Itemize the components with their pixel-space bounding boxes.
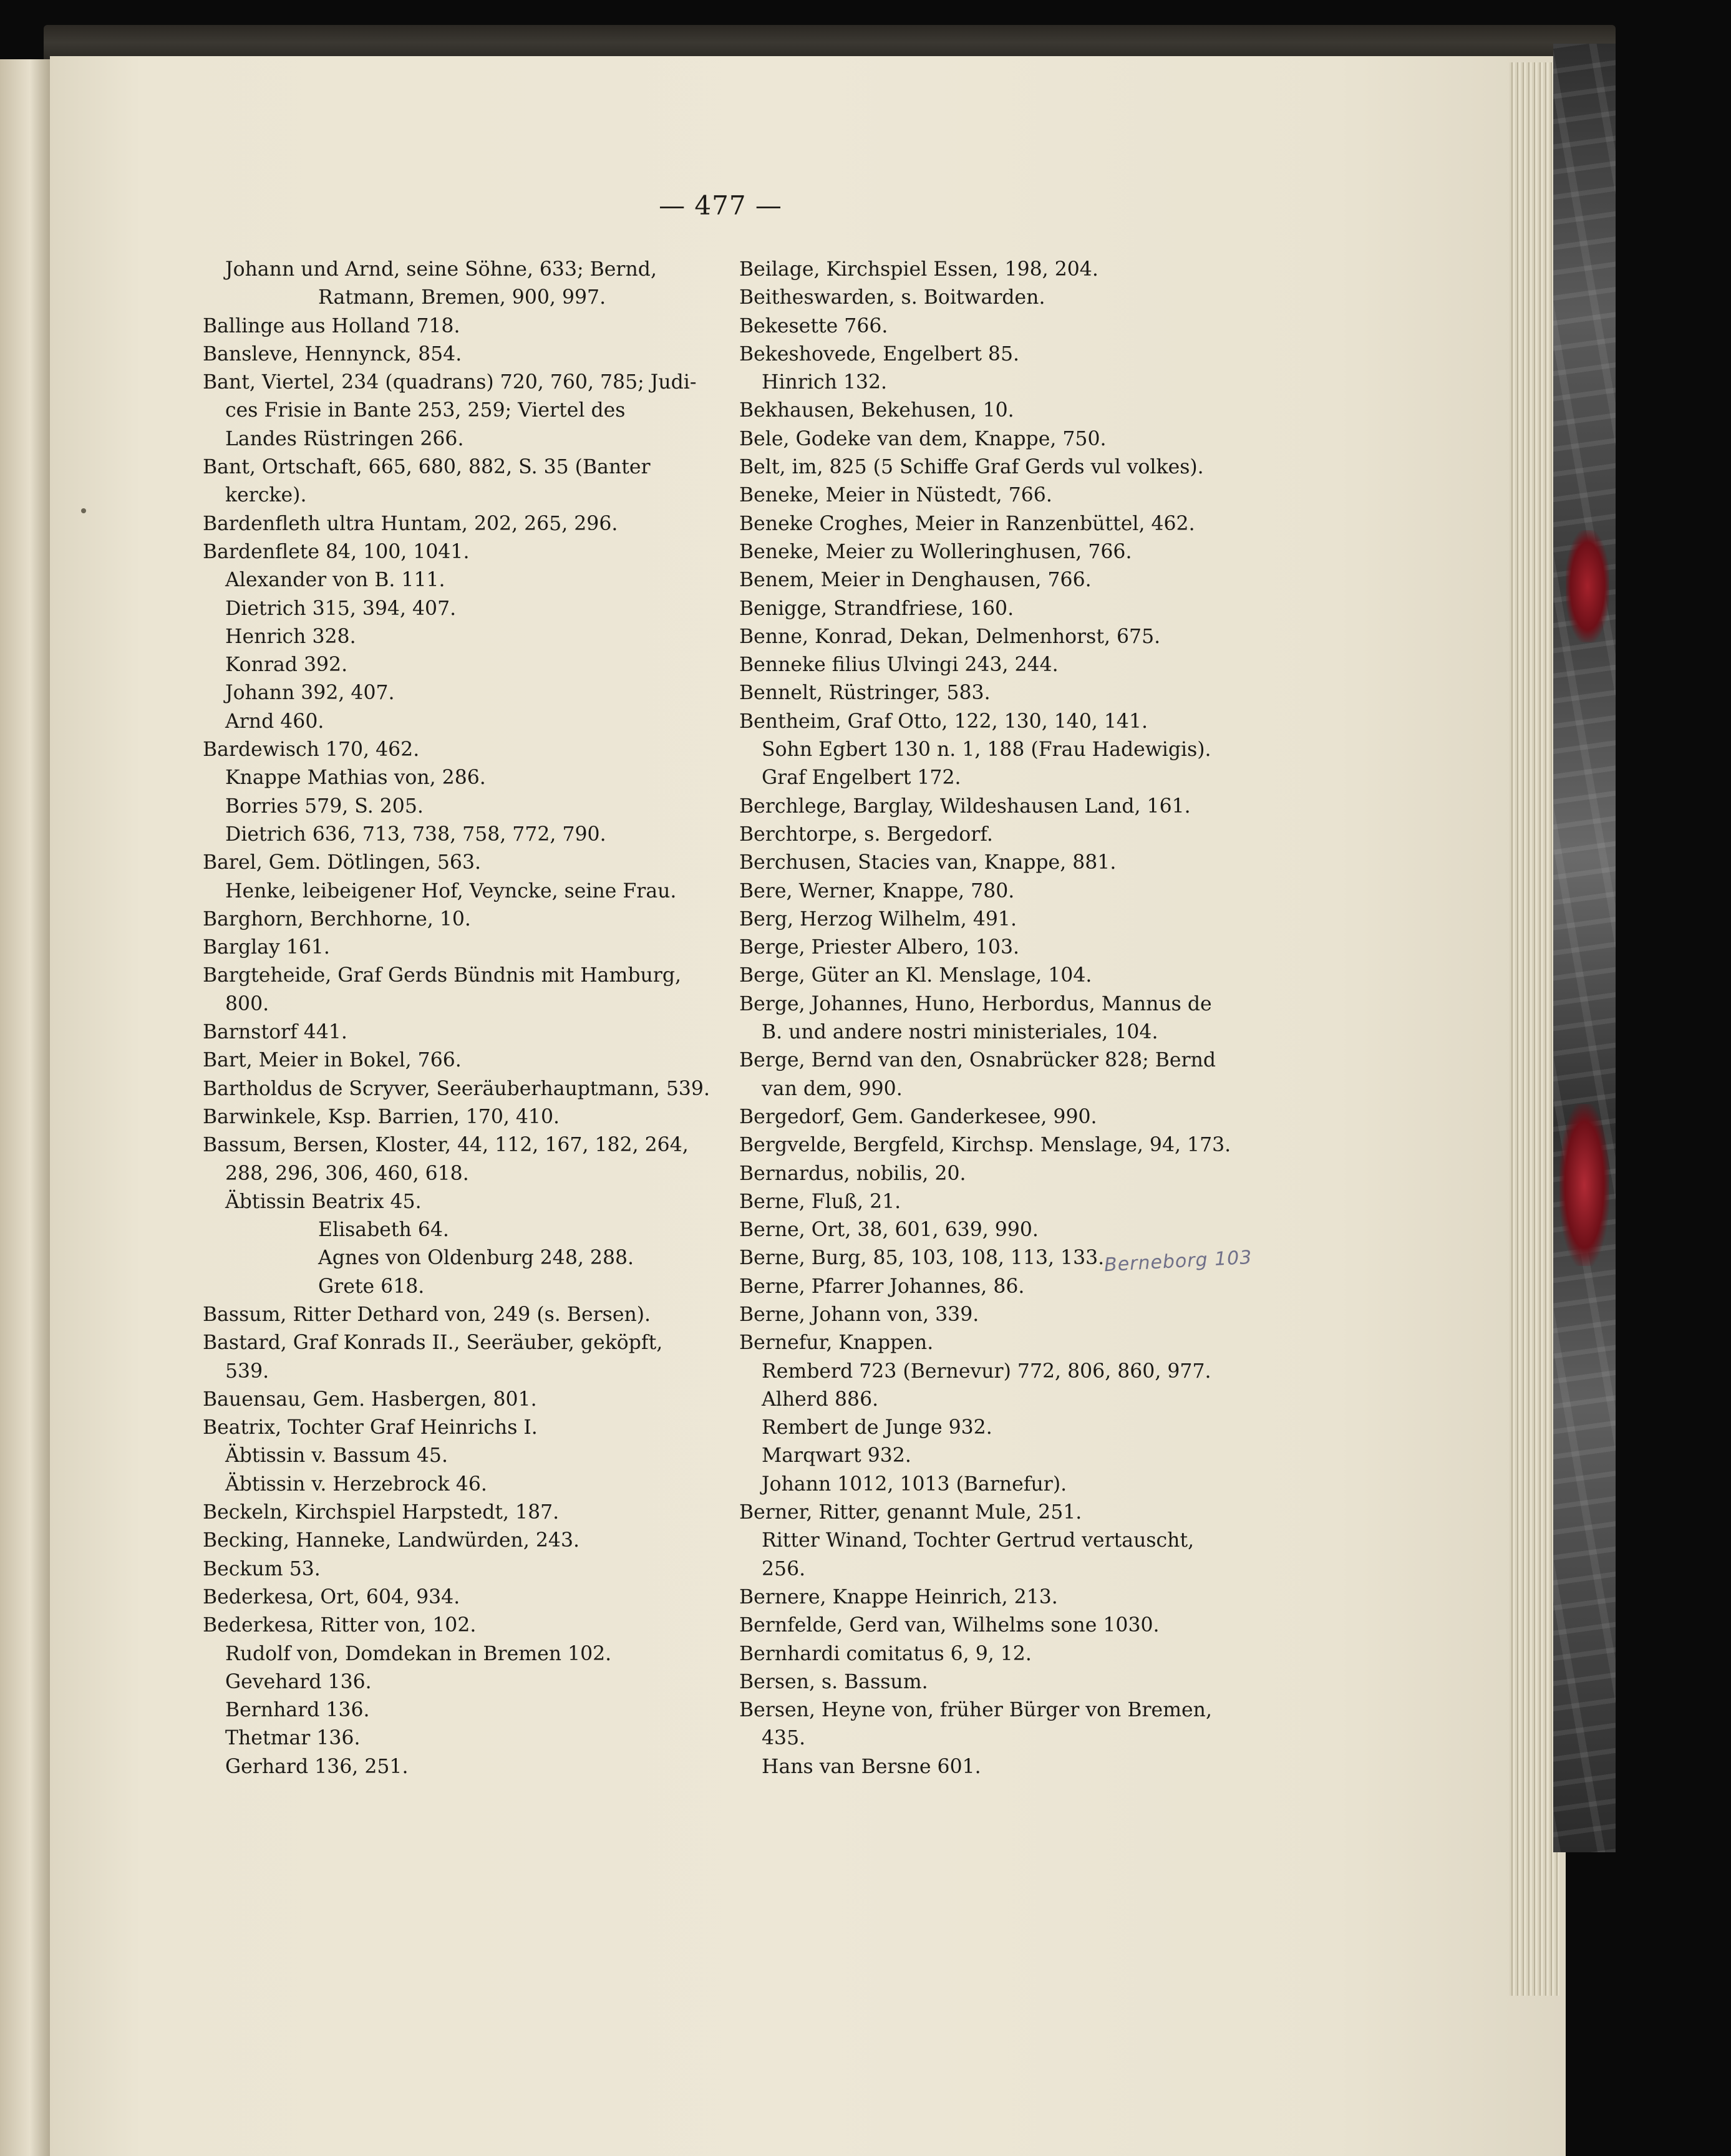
index-column-right — [739, 256, 1257, 1781]
index-column-left — [203, 256, 708, 1781]
index-entry: Bersen, s. Bassum. — [739, 1670, 928, 1693]
index-entry: Dietrich 315, 394, 407. — [225, 597, 457, 620]
margin-dot — [81, 508, 86, 513]
index-entry: Bart, Meier in Bokel, 766. — [203, 1049, 462, 1072]
index-entry: Bant, Ortschaft, 665, 680, 882, S. 35 (Banter — [203, 456, 651, 479]
index-entry: Rudolf von, Domdekan in Bremen 102. — [225, 1642, 612, 1665]
index-entry: Landes Rüstringen 266. — [225, 427, 464, 450]
page-stack-edge — [1510, 62, 1559, 1996]
index-entry: Berchusen, Stacies van, Knappe, 881. — [739, 851, 1117, 874]
index-entry: Benne, Konrad, Dekan, Delmenhorst, 675. — [739, 625, 1161, 648]
index-entry: Barglay 161. — [203, 936, 330, 959]
index-entry: Berge, Priester Albero, 103. — [739, 936, 1019, 959]
index-entry: Beneke Croghes, Meier in Ranzenbüttel, 462. — [739, 512, 1195, 535]
index-entry: Äbtissin v. Herzebrock 46. — [225, 1472, 487, 1496]
index-entry: Bardenflete 84, 100, 1041. — [203, 540, 470, 563]
index-entry: Elisabeth 64. — [318, 1219, 449, 1242]
index-entry: Benem, Meier in Denghausen, 766. — [739, 569, 1092, 592]
index-entry: Beatrix, Tochter Graf Heinrichs I. — [203, 1416, 538, 1439]
index-entry: Bederkesa, Ritter von, 102. — [203, 1614, 477, 1637]
index-entry: Bassum, Ritter Dethard von, 249 (s. Bersen). — [203, 1303, 651, 1326]
index-entry: kercke). — [225, 484, 307, 507]
index-entry: Berge, Güter an Kl. Menslage, 104. — [739, 964, 1092, 987]
index-entry: 539. — [225, 1360, 269, 1383]
index-entry: Borries 579, S. 205. — [225, 795, 424, 818]
page-number: — 477 — — [659, 190, 782, 221]
index-entry: Sohn Egbert 130 n. 1, 188 (Frau Hadewigis). — [762, 738, 1211, 761]
index-entry: 435. — [762, 1727, 806, 1750]
index-entry: Beilage, Kirchspiel Essen, 198, 204. — [739, 258, 1098, 281]
index-entry: Beitheswarden, s. Boitwarden. — [739, 286, 1045, 309]
index-entry: Marqwart 932. — [762, 1444, 911, 1467]
index-entry: Knappe Mathias von, 286. — [225, 766, 486, 790]
index-entry: Bernhard 136. — [225, 1699, 370, 1722]
index-entry: Ratmann, Bremen, 900, 997. — [318, 286, 606, 309]
index-entry: Johann und Arnd, seine Söhne, 633; Bernd, — [225, 258, 657, 281]
index-entry: van dem, 990. — [762, 1077, 903, 1100]
index-entry: Bergvelde, Bergfeld, Kirchsp. Menslage, 94, 173. — [739, 1134, 1231, 1157]
index-entry: Becking, Hanneke, Landwürden, 243. — [203, 1529, 580, 1552]
index-entry: Berchtorpe, s. Bergedorf. — [739, 823, 993, 846]
index-entry: Beneke, Meier in Nüstedt, 766. — [739, 484, 1052, 507]
index-entry: Berg, Herzog Wilhelm, 491. — [739, 907, 1017, 931]
index-entry: Berner, Ritter, genannt Mule, 251. — [739, 1501, 1082, 1524]
index-entry: Bederkesa, Ort, 604, 934. — [203, 1585, 460, 1608]
index-entry: Bant, Viertel, 234 (quadrans) 720, 760, 785; Judi- — [203, 371, 697, 394]
index-entry: Bere, Werner, Knappe, 780. — [739, 879, 1015, 902]
index-entry: Bele, Godeke van dem, Knappe, 750. — [739, 427, 1107, 450]
index-entry: Bauensau, Gem. Hasbergen, 801. — [203, 1388, 537, 1411]
index-entry: Arnd 460. — [225, 710, 324, 733]
index-entry: Äbtissin v. Bassum 45. — [225, 1444, 448, 1467]
index-entry: Belt, im, 825 (5 Schiffe Graf Gerds vul volkes). — [739, 456, 1204, 479]
index-entry: 256. — [762, 1557, 806, 1580]
index-entry: Konrad 392. — [225, 654, 348, 677]
index-entry: Berne, Burg, 85, 103, 108, 113, 133. — [739, 1247, 1105, 1270]
index-entry: Bernfelde, Gerd van, Wilhelms sone 1030. — [739, 1614, 1160, 1637]
index-entry: Gevehard 136. — [225, 1670, 372, 1693]
index-entry: Bernardus, nobilis, 20. — [739, 1162, 966, 1185]
index-entry: Berge, Bernd van den, Osnabrücker 828; Bernd — [739, 1049, 1216, 1072]
index-entry: Bassum, Bersen, Kloster, 44, 112, 167, 182, 264, — [203, 1134, 689, 1157]
index-entry: Bergedorf, Gem. Ganderkesee, 990. — [739, 1105, 1097, 1128]
index-entry: 288, 296, 306, 460, 618. — [225, 1162, 469, 1185]
index-entry: Bernefur, Knappen. — [739, 1332, 934, 1355]
index-entry: Rembert de Junge 932. — [762, 1416, 992, 1439]
index-entry: Bekesette 766. — [739, 314, 888, 337]
index-entry: Bekhausen, Bekehusen, 10. — [739, 399, 1014, 422]
index-entry: Berge, Johannes, Huno, Herbordus, Mannus de — [739, 992, 1212, 1015]
index-entry: B. und andere nostri ministeriales, 104. — [762, 1021, 1158, 1044]
index-entry: Grete 618. — [318, 1275, 425, 1298]
index-entry: Ritter Winand, Tochter Gertrud vertauscht, — [762, 1529, 1195, 1552]
index-entry: Barghorn, Berchhorne, 10. — [203, 907, 471, 931]
index-entry: Benneke filius Ulvingi 243, 244. — [739, 654, 1059, 677]
index-entry: Remberd 723 (Bernevur) 772, 806, 860, 977. — [762, 1360, 1211, 1383]
index-entry: Bargteheide, Graf Gerds Bündnis mit Hamburg, — [203, 964, 682, 987]
index-entry: Graf Engelbert 172. — [762, 766, 961, 790]
index-entry: Johann 1012, 1013 (Barnefur). — [762, 1472, 1067, 1496]
index-entry: Dietrich 636, 713, 738, 758, 772, 790. — [225, 823, 606, 846]
index-entry: Bardenfleth ultra Huntam, 202, 265, 296. — [203, 512, 618, 535]
index-entry: Bennelt, Rüstringer, 583. — [739, 682, 991, 705]
index-entry: Hinrich 132. — [762, 371, 888, 394]
marble-red-accent — [1566, 530, 1609, 642]
marble-red-accent — [1559, 1104, 1609, 1266]
index-entry: Benigge, Strandfriese, 160. — [739, 597, 1014, 620]
marbled-book-edge — [1553, 44, 1616, 1852]
index-entry: Barnstorf 441. — [203, 1021, 347, 1044]
index-entry: Agnes von Oldenburg 248, 288. — [318, 1247, 634, 1270]
index-entry: Gerhard 136, 251. — [225, 1755, 409, 1778]
index-entry: Johann 392, 407. — [225, 682, 395, 705]
index-entry: Berne, Fluß, 21. — [739, 1190, 901, 1213]
index-entry: Bernhardi comitatus 6, 9, 12. — [739, 1642, 1032, 1665]
index-entry: Beneke, Meier zu Wolleringhusen, 766. — [739, 540, 1132, 563]
index-entry: Bartholdus de Scryver, Seeräuberhauptmann, 539. — [203, 1077, 710, 1100]
index-entry: Ballinge aus Holland 718. — [203, 314, 460, 337]
left-page-edge — [0, 59, 50, 2156]
index-entry: Bastard, Graf Konrads II., Seeräuber, geköpft, — [203, 1332, 663, 1355]
index-entry: ces Frisie in Bante 253, 259; Viertel des — [225, 399, 626, 422]
index-entry: Beckum 53. — [203, 1557, 321, 1580]
index-entry: Barwinkele, Ksp. Barrien, 170, 410. — [203, 1105, 560, 1128]
index-entry: Berne, Ort, 38, 601, 639, 990. — [739, 1219, 1039, 1242]
handwritten-note: Berneborg 103 — [1103, 1246, 1253, 1277]
index-entry: Alexander von B. 111. — [225, 569, 445, 592]
index-entry: Bansleve, Hennynck, 854. — [203, 342, 462, 365]
index-entry: Barel, Gem. Dötlingen, 563. — [203, 851, 481, 874]
index-entry: Bersen, Heyne von, früher Bürger von Bremen, — [739, 1699, 1212, 1722]
index-entry: Henrich 328. — [225, 625, 356, 648]
index-entry: Bentheim, Graf Otto, 122, 130, 140, 141. — [739, 710, 1148, 733]
index-entry: Hans van Bersne 601. — [762, 1755, 981, 1778]
index-entry: Bernere, Knappe Heinrich, 213. — [739, 1585, 1058, 1608]
index-entry: Beckeln, Kirchspiel Harpstedt, 187. — [203, 1501, 560, 1524]
index-entry: Bekeshovede, Engelbert 85. — [739, 342, 1019, 365]
index-entry: Bardewisch 170, 462. — [203, 738, 420, 761]
index-entry: Henke, leibeigener Hof, Veyncke, seine Frau. — [225, 879, 677, 902]
index-entry: Berne, Johann von, 339. — [739, 1303, 979, 1326]
index-entry: Äbtissin Beatrix 45. — [225, 1190, 422, 1213]
index-entry: Alherd 886. — [762, 1388, 879, 1411]
index-entry: Berne, Pfarrer Johannes, 86. — [739, 1275, 1025, 1298]
index-entry: Berchlege, Barglay, Wildeshausen Land, 161. — [739, 795, 1191, 818]
index-entry: Thetmar 136. — [225, 1727, 361, 1750]
index-entry: 800. — [225, 992, 269, 1015]
